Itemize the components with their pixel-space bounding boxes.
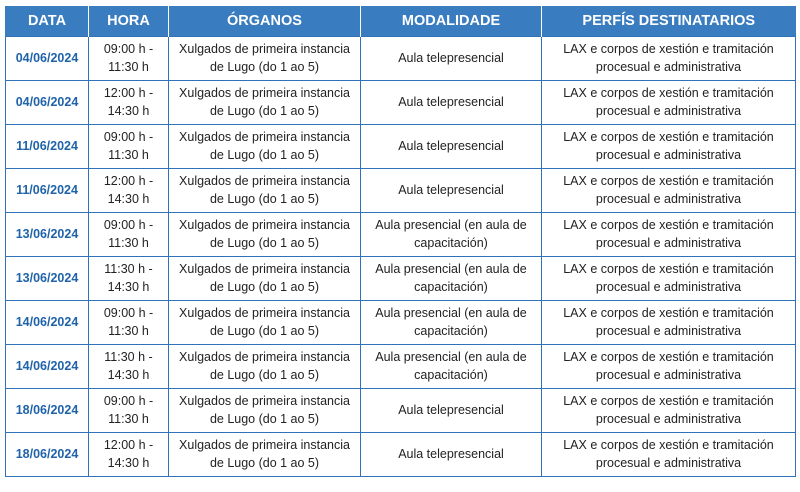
- cell-perfis: [542, 345, 796, 389]
- cell-modalidade: [361, 81, 542, 125]
- cell-line: de Lugo (do 1 ao 5): [209, 367, 320, 382]
- cell-line: LAX e corpos de xestión e tramitación: [563, 86, 774, 100]
- cell-line: Aula telepresencial: [398, 446, 504, 461]
- cell-line: 14:30 h: [107, 455, 150, 470]
- cell-modalidade: [361, 169, 542, 213]
- cell-line: Aula presencial (en aula de: [375, 262, 527, 276]
- cell-line: Xulgados de primeira instancia: [179, 438, 350, 452]
- cell-line: Aula presencial (en aula de: [375, 350, 527, 364]
- cell-organos: [169, 345, 361, 389]
- cell-data: [6, 345, 89, 389]
- cell-data: [6, 301, 89, 345]
- header-hora: HORA: [89, 6, 169, 37]
- date-text: 14/06/2024: [15, 358, 79, 373]
- cell-line: 11:30 h -: [104, 350, 153, 364]
- cell-perfis: [542, 81, 796, 125]
- table-row: [6, 433, 796, 477]
- table-row: [6, 301, 796, 345]
- cell-modalidade: [361, 433, 542, 477]
- cell-line: de Lugo (do 1 ao 5): [209, 191, 320, 206]
- cell-line: procesual e administrativa: [595, 455, 742, 470]
- date-text: 18/06/2024: [15, 402, 79, 417]
- cell-line: 12:00 h -: [103, 438, 154, 452]
- cell-data: [6, 257, 89, 301]
- cell-line: 09:00 h -: [103, 394, 154, 408]
- cell-modalidade: [361, 37, 542, 81]
- date-text: 13/06/2024: [15, 226, 79, 241]
- cell-line: 09:00 h -: [103, 42, 154, 56]
- cell-modalidade: [361, 213, 542, 257]
- date-text: 11/06/2024: [16, 138, 78, 153]
- cell-line: 09:00 h -: [103, 306, 154, 320]
- header-organos: ÓRGANOS: [169, 6, 361, 37]
- cell-line: de Lugo (do 1 ao 5): [209, 103, 320, 118]
- cell-hora: [89, 81, 169, 125]
- cell-data: [6, 433, 89, 477]
- cell-line: capacitación): [414, 235, 488, 250]
- cell-hora: [89, 37, 169, 81]
- cell-line: LAX e corpos de xestión e tramitación: [563, 438, 774, 452]
- cell-organos: [169, 125, 361, 169]
- cell-organos: [169, 37, 361, 81]
- cell-line: Xulgados de primeira instancia: [179, 350, 350, 364]
- cell-line: Aula telepresencial: [398, 182, 504, 197]
- cell-hora: [89, 169, 169, 213]
- cell-line: 12:00 h -: [103, 174, 154, 188]
- cell-organos: [169, 213, 361, 257]
- cell-line: Aula telepresencial: [398, 94, 504, 109]
- cell-hora: [89, 433, 169, 477]
- date-text: 04/06/2024: [15, 50, 79, 65]
- cell-data: [6, 389, 89, 433]
- cell-perfis: [542, 257, 796, 301]
- cell-line: de Lugo (do 1 ao 5): [209, 235, 320, 250]
- cell-line: de Lugo (do 1 ao 5): [209, 59, 320, 74]
- cell-perfis: [542, 213, 796, 257]
- cell-line: 09:00 h -: [103, 218, 154, 232]
- cell-line: procesual e administrativa: [595, 59, 742, 74]
- cell-line: 12:00 h -: [103, 86, 154, 100]
- cell-hora: [89, 125, 169, 169]
- cell-line: de Lugo (do 1 ao 5): [209, 279, 320, 294]
- cell-line: procesual e administrativa: [595, 411, 742, 426]
- cell-line: Aula telepresencial: [398, 50, 504, 65]
- header-modalidade: MODALIDADE: [361, 6, 542, 37]
- cell-line: Xulgados de primeira instancia: [179, 306, 350, 320]
- table-row: [6, 169, 796, 213]
- header-perfis: PERFÍS DESTINATARIOS: [542, 6, 796, 37]
- cell-line: Xulgados de primeira instancia: [179, 130, 350, 144]
- cell-perfis: [542, 433, 796, 477]
- date-text: 13/06/2024: [15, 270, 79, 285]
- cell-modalidade: [361, 345, 542, 389]
- cell-perfis: [542, 301, 796, 345]
- cell-line: 14:30 h: [107, 103, 150, 118]
- cell-modalidade: [361, 125, 542, 169]
- date-text: 04/06/2024: [15, 94, 79, 109]
- cell-line: procesual e administrativa: [595, 147, 742, 162]
- cell-perfis: [542, 389, 796, 433]
- table-row: [6, 257, 796, 301]
- cell-line: Xulgados de primeira instancia: [179, 86, 350, 100]
- cell-line: 11:30 h: [108, 59, 149, 74]
- cell-line: Xulgados de primeira instancia: [179, 174, 350, 188]
- cell-line: 14:30 h: [107, 367, 150, 382]
- cell-line: LAX e corpos de xestión e tramitación: [563, 42, 774, 56]
- cell-line: capacitación): [414, 367, 488, 382]
- cell-data: [6, 81, 89, 125]
- cell-line: procesual e administrativa: [595, 279, 742, 294]
- table-row: [6, 81, 796, 125]
- schedule-table: [5, 6, 796, 477]
- date-text: 14/06/2024: [15, 314, 79, 329]
- cell-modalidade: [361, 257, 542, 301]
- cell-line: Xulgados de primeira instancia: [179, 42, 350, 56]
- cell-hora: [89, 345, 169, 389]
- cell-line: procesual e administrativa: [595, 103, 742, 118]
- cell-perfis: [542, 37, 796, 81]
- cell-line: LAX e corpos de xestión e tramitación: [563, 394, 774, 408]
- cell-perfis: [542, 169, 796, 213]
- cell-modalidade: [361, 389, 542, 433]
- cell-line: Aula presencial (en aula de: [375, 306, 527, 320]
- cell-line: procesual e administrativa: [595, 191, 742, 206]
- cell-perfis: [542, 125, 796, 169]
- cell-line: Aula presencial (en aula de: [375, 218, 527, 232]
- header-data: DATA: [6, 6, 89, 37]
- cell-line: Xulgados de primeira instancia: [179, 262, 350, 276]
- cell-hora: [89, 301, 169, 345]
- cell-line: 11:30 h -: [104, 262, 153, 276]
- table-row: [6, 389, 796, 433]
- cell-line: 11:30 h: [108, 411, 149, 426]
- cell-organos: [169, 389, 361, 433]
- cell-data: [6, 125, 89, 169]
- table-row: [6, 125, 796, 169]
- cell-data: [6, 169, 89, 213]
- cell-line: Xulgados de primeira instancia: [179, 394, 350, 408]
- cell-line: Aula telepresencial: [398, 138, 504, 153]
- cell-line: 14:30 h: [107, 191, 150, 206]
- cell-line: 11:30 h: [108, 147, 149, 162]
- cell-line: de Lugo (do 1 ao 5): [209, 147, 320, 162]
- cell-line: de Lugo (do 1 ao 5): [209, 455, 320, 470]
- cell-line: LAX e corpos de xestión e tramitación: [563, 262, 774, 276]
- table-header-row: [6, 6, 796, 37]
- cell-organos: [169, 81, 361, 125]
- cell-hora: [89, 257, 169, 301]
- cell-organos: [169, 301, 361, 345]
- table-row: [6, 213, 796, 257]
- cell-organos: [169, 169, 361, 213]
- cell-line: procesual e administrativa: [595, 235, 742, 250]
- cell-line: de Lugo (do 1 ao 5): [209, 411, 320, 426]
- cell-line: LAX e corpos de xestión e tramitación: [563, 174, 774, 188]
- date-text: 11/06/2024: [16, 182, 78, 197]
- cell-line: capacitación): [414, 279, 488, 294]
- cell-modalidade: [361, 301, 542, 345]
- cell-line: procesual e administrativa: [595, 367, 742, 382]
- cell-line: Xulgados de primeira instancia: [179, 218, 350, 232]
- cell-line: LAX e corpos de xestión e tramitación: [563, 130, 774, 144]
- cell-line: 14:30 h: [107, 279, 150, 294]
- cell-hora: [89, 213, 169, 257]
- cell-data: [6, 213, 89, 257]
- date-text: 18/06/2024: [15, 446, 79, 461]
- cell-organos: [169, 433, 361, 477]
- table-row: [6, 345, 796, 389]
- cell-line: LAX e corpos de xestión e tramitación: [563, 306, 774, 320]
- cell-data: [6, 37, 89, 81]
- cell-line: 11:30 h: [108, 323, 149, 338]
- schedule-table-container: [5, 6, 795, 477]
- cell-organos: [169, 257, 361, 301]
- cell-line: 11:30 h: [108, 235, 149, 250]
- cell-line: procesual e administrativa: [595, 323, 742, 338]
- cell-line: capacitación): [414, 323, 488, 338]
- cell-line: de Lugo (do 1 ao 5): [209, 323, 320, 338]
- cell-hora: [89, 389, 169, 433]
- cell-line: LAX e corpos de xestión e tramitación: [563, 350, 774, 364]
- cell-line: 09:00 h -: [103, 130, 154, 144]
- cell-line: Aula telepresencial: [398, 402, 504, 417]
- cell-line: LAX e corpos de xestión e tramitación: [563, 218, 774, 232]
- table-row: [6, 37, 796, 81]
